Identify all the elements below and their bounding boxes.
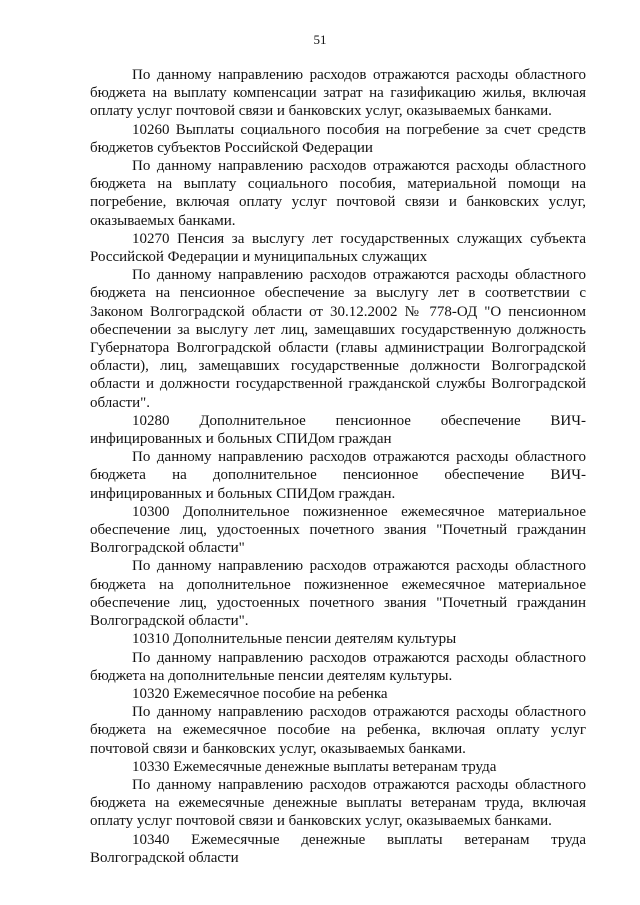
section-heading bbox=[90, 412, 586, 448]
section-heading: 10310 Дополнительные пенсии деятелям культуры bbox=[132, 631, 457, 648]
document-body bbox=[90, 66, 586, 867]
section-heading: 10330 Ежемесячные денежные выплаты ветеранам труда bbox=[132, 758, 497, 775]
page-number: 51 bbox=[313, 32, 327, 47]
body-paragraph: По данному направлению расходов отражаются расходы областного бюджета на дополнительные пенсии деятелям культуры. bbox=[90, 649, 586, 684]
section-heading bbox=[90, 831, 586, 867]
paragraph-line: 10340 Ежемесячные денежные выплаты ветеранам труда bbox=[132, 831, 586, 848]
body-paragraph: По данному направлению расходов отражаются расходы областного бюджета на дополнительное пожизненное ежемесячное материальное обеспечение лиц, удостоенных почетного звания "Почетный гражданин Волгоградской области". bbox=[90, 558, 586, 630]
section-heading: 10260 Выплаты социального пособия на погребение за счет средств бюджетов субъектов Российской Федерации bbox=[90, 121, 586, 156]
section-heading: 10300 Дополнительное пожизненное ежемесячное материальное обеспечение лиц, удостоенных почетного звания "Почетный гражданин Волгоградской области" bbox=[90, 503, 586, 557]
paragraph-line: инфицированных и больных СПИДом граждан. bbox=[90, 485, 396, 502]
paragraph-line: инфицированных и больных СПИДом граждан bbox=[90, 431, 392, 448]
body-paragraph: По данному направлению расходов отражаются расходы областного бюджета на ежемесячные денежные выплаты ветеранам труда, включая оплату услуг почтовой связи и банковских услуг, оказываемых банками. bbox=[90, 776, 586, 830]
paragraph-line: 10280 Дополнительное пенсионное обеспечение ВИЧ- bbox=[132, 412, 586, 429]
body-paragraph bbox=[90, 448, 586, 503]
paragraph-line: Волгоградской области bbox=[90, 849, 239, 866]
paragraph-line: бюджета на дополнительное пенсионное обеспечение ВИЧ- bbox=[90, 467, 586, 484]
section-heading: 10320 Ежемесячное пособие на ребенка bbox=[132, 685, 388, 702]
body-paragraph: По данному направлению расходов отражаются расходы областного бюджета на выплату компенсации затрат на газификацию жилья, включая оплату услуг почтовой связи и банковских услуг, оказываемых банками. bbox=[90, 67, 586, 120]
section-heading: 10270 Пенсия за выслугу лет государственных служащих субъекта Российской Федерации и муниципальных служащих bbox=[90, 230, 586, 266]
body-paragraph: По данному направлению расходов отражаются расходы областного бюджета на выплату социального пособия, материальной помощи на погребение, включая оплату услуг почтовой связи и банковских услуг, оказываемых банками. bbox=[90, 158, 586, 229]
body-paragraph: По данному направлению расходов отражаются расходы областного бюджета на пенсионное обеспечение за выслугу лет в соответствии с Законом Волгоградской области от 30.12.2002 № 778-ОД "О пенсионном обеспечении за выслугу лет лиц, замещавших государственную должность Губернатора Волгоградской области (главы администрации Волгоградской области), лиц, замещавших государственные должности Волгоградской области и должности государственной гражданской службы Волгоградской области". bbox=[90, 267, 586, 411]
body-paragraph: По данному направлению расходов отражаются расходы областного бюджета на ежемесячное пособие на ребенка, включая оплату услуг почтовой связи и банковских услуг, оказываемых банками. bbox=[90, 704, 586, 757]
paragraph-line: По данному направлению расходов отражаются расходы областного bbox=[132, 449, 586, 466]
